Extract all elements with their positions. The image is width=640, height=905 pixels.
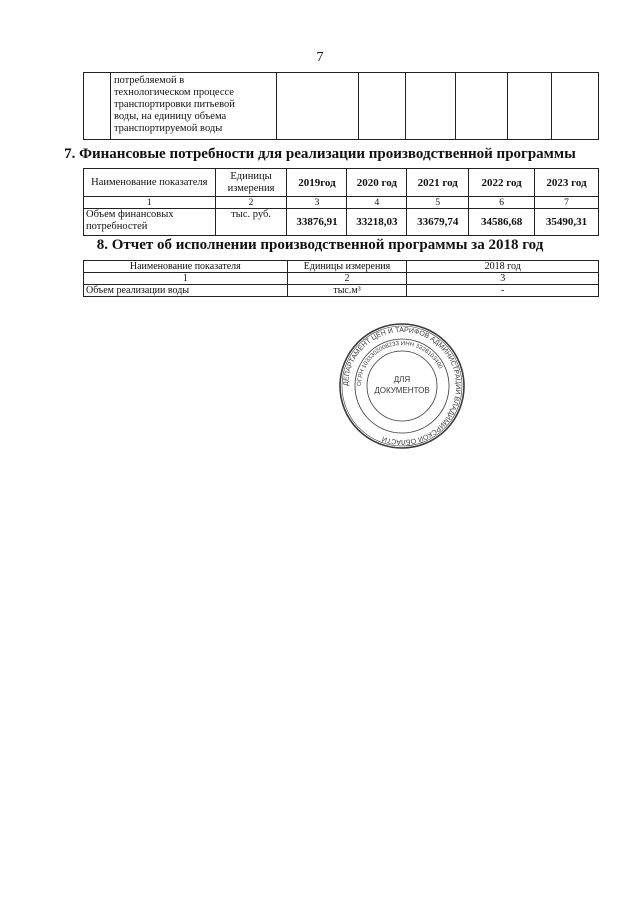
empty-cell bbox=[456, 73, 508, 140]
column-header: 2020 год bbox=[347, 169, 407, 197]
row-label: Объем финансовых потребностей bbox=[84, 209, 216, 236]
column-number: 1 bbox=[84, 273, 288, 285]
column-number: 1 bbox=[84, 197, 216, 209]
desc-line: воды, на единицу объема bbox=[113, 111, 227, 122]
empty-cell bbox=[276, 73, 358, 140]
column-number-row bbox=[84, 273, 599, 285]
stamp-center-line-2: ДОКУМЕНТОВ bbox=[374, 386, 430, 395]
empty-cell bbox=[508, 73, 552, 140]
column-header: 2022 год bbox=[469, 169, 535, 197]
table-row bbox=[84, 285, 599, 297]
empty-cell bbox=[552, 73, 599, 140]
column-header: Единицы измерения bbox=[215, 169, 287, 197]
column-header: Наименование показателя bbox=[84, 169, 216, 197]
table-row bbox=[84, 209, 599, 236]
value-2019: 33876,91 bbox=[287, 209, 347, 236]
desc-line: технологическом процессе bbox=[113, 87, 234, 98]
value-2020: 33218,03 bbox=[347, 209, 407, 236]
financial-needs-table bbox=[83, 168, 599, 236]
column-number: 7 bbox=[535, 197, 599, 209]
page-number: 7 bbox=[316, 50, 324, 65]
column-header: 2019год bbox=[287, 169, 347, 197]
indicator-description bbox=[110, 73, 276, 140]
desc-line: транспортируемой воды bbox=[113, 123, 223, 134]
section-8-title: 8. Отчет об исполнении производственной программы за 2018 год bbox=[96, 237, 544, 253]
stamp-outer-text: ДЕПАРТАМЕНТ ЦЕН И ТАРИФОВ АДМИНИСТРАЦИИ ВЛАДИМИРСКОЙ ОБЛАСТИ bbox=[342, 326, 462, 446]
row-value: - bbox=[407, 285, 599, 297]
column-header: 2018 год bbox=[407, 261, 599, 273]
value-2023: 35490,31 bbox=[535, 209, 599, 236]
column-header: Наименование показателя bbox=[84, 261, 288, 273]
column-number: 3 bbox=[407, 273, 599, 285]
header-row bbox=[84, 261, 599, 273]
column-header: Единицы измерения bbox=[287, 261, 407, 273]
continuation-table bbox=[83, 72, 599, 140]
table-row bbox=[84, 73, 599, 140]
report-table bbox=[83, 260, 599, 297]
header-row bbox=[84, 169, 599, 197]
desc-line: потребляемой в bbox=[113, 75, 185, 86]
row-unit: тыс. руб. bbox=[215, 209, 287, 236]
column-number: 6 bbox=[469, 197, 535, 209]
column-number: 5 bbox=[407, 197, 469, 209]
desc-line: транспортировки питьевой bbox=[113, 99, 235, 110]
value-2022: 34586,68 bbox=[469, 209, 535, 236]
column-number: 2 bbox=[215, 197, 287, 209]
column-number: 2 bbox=[287, 273, 407, 285]
empty-cell bbox=[84, 73, 111, 140]
stamp-center-line-1: ДЛЯ bbox=[393, 375, 411, 384]
section-7-title: 7. Финансовые потребности для реализации производственной программы bbox=[64, 146, 576, 162]
official-stamp bbox=[338, 322, 466, 450]
column-number: 3 bbox=[287, 197, 347, 209]
row-unit: тыс.м³ bbox=[287, 285, 407, 297]
row-label: Объем реализации воды bbox=[84, 285, 288, 297]
column-number: 4 bbox=[347, 197, 407, 209]
value-2021: 33679,74 bbox=[407, 209, 469, 236]
empty-cell bbox=[358, 73, 406, 140]
stamp-inner-text: ОГРН 1033302008233 ИНН 3328103400 bbox=[356, 340, 443, 387]
empty-cell bbox=[406, 73, 456, 140]
column-header: 2023 год bbox=[535, 169, 599, 197]
column-header: 2021 год bbox=[407, 169, 469, 197]
column-number-row bbox=[84, 197, 599, 209]
